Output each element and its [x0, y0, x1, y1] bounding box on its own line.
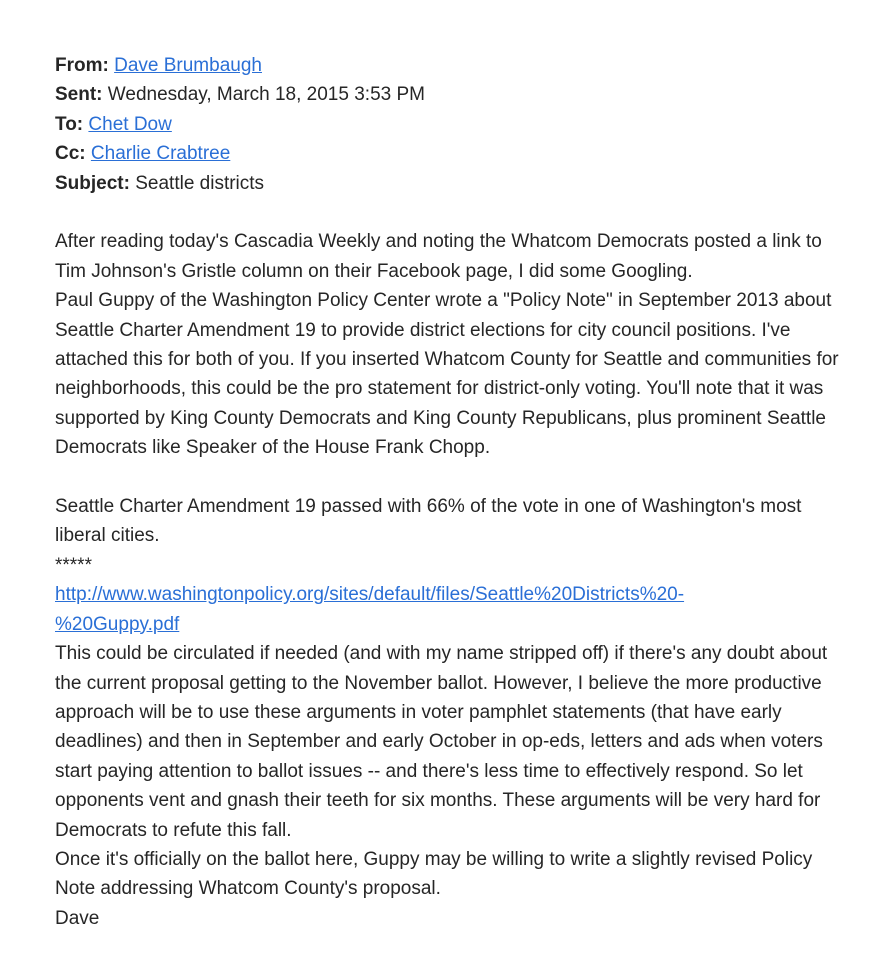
body-paragraph-4: This could be circulated if needed (and with my name stripped off) if there's any doubt about the current proposal getting to the November ballot. However, I believe the more productive approach will be to use these arguments in voter pamphlet statements (that have early deadlines) and then in September and early October in op-eds, letters and ads when voters start paying attention to ballot issues -- and there's less time to effectively respond. So let opponents vent and gnash their teeth for six months. These arguments will be very hard for Democrats to refute this fall. — [55, 643, 828, 841]
body-paragraph-2: Paul Guppy of the Washington Policy Center wrote a "Policy Note" in September 2013 about Seattle Charter Amendment 19 to provide district elections for city council positions. I've attached this for both of you. If you inserted Whatcom County for Seattle and communities for neighborhoods, this could be the pro statement for district-only voting. You'll note that it was supported by King County Democrats and King County Republicans, plus prominent Seattle Democrats like Speaker of the House Frank Chopp. — [55, 290, 839, 459]
to-line — [55, 110, 845, 139]
sent-date: Wednesday, March 18, 2015 3:53 PM — [107, 84, 425, 106]
subject-text: Seattle districts — [135, 172, 265, 194]
cc-label: Cc: — [55, 143, 86, 165]
email-body — [55, 227, 845, 933]
signature: Dave — [55, 907, 100, 929]
body-paragraph-5: Once it's officially on the ballot here, Guppy may be willing to write a slightly revised Policy Note addressing Whatcom County's proposal. — [55, 848, 813, 900]
subject-line — [55, 169, 845, 198]
from-line — [55, 51, 845, 80]
cc-line — [55, 139, 845, 168]
policy-note-pdf-link[interactable] — [55, 584, 684, 634]
subject-label: Subject: — [55, 172, 130, 194]
paragraph-spacer — [55, 463, 845, 492]
body-paragraph-3: Seattle Charter Amendment 19 passed with 66% of the vote in one of Washington's most liberal cities. — [55, 496, 802, 547]
cc-recipient-link[interactable]: Charlie Crabtree — [90, 143, 231, 165]
from-sender-link[interactable]: Dave Brumbaugh — [114, 55, 262, 76]
body-paragraph-1: After reading today's Cascadia Weekly and noting the Whatcom Democrats posted a link to Tim Johnson's Gristle column on their Facebook page, I did some Googling. — [55, 231, 822, 282]
sent-label: Sent: — [55, 84, 103, 106]
from-label: From: — [55, 55, 109, 76]
email-message — [55, 51, 845, 933]
to-label: To: — [55, 113, 84, 135]
pdf-link-line-1: http://www.washingtonpolicy.org/sites/default/files/Seattle%20Districts%20- — [55, 584, 685, 606]
separator: ***** — [55, 554, 92, 576]
sent-line — [55, 80, 845, 109]
email-header — [55, 51, 845, 198]
pdf-link-line-2: %20Guppy.pdf — [55, 613, 180, 635]
to-recipient-link[interactable]: Chet Dow — [88, 113, 172, 135]
